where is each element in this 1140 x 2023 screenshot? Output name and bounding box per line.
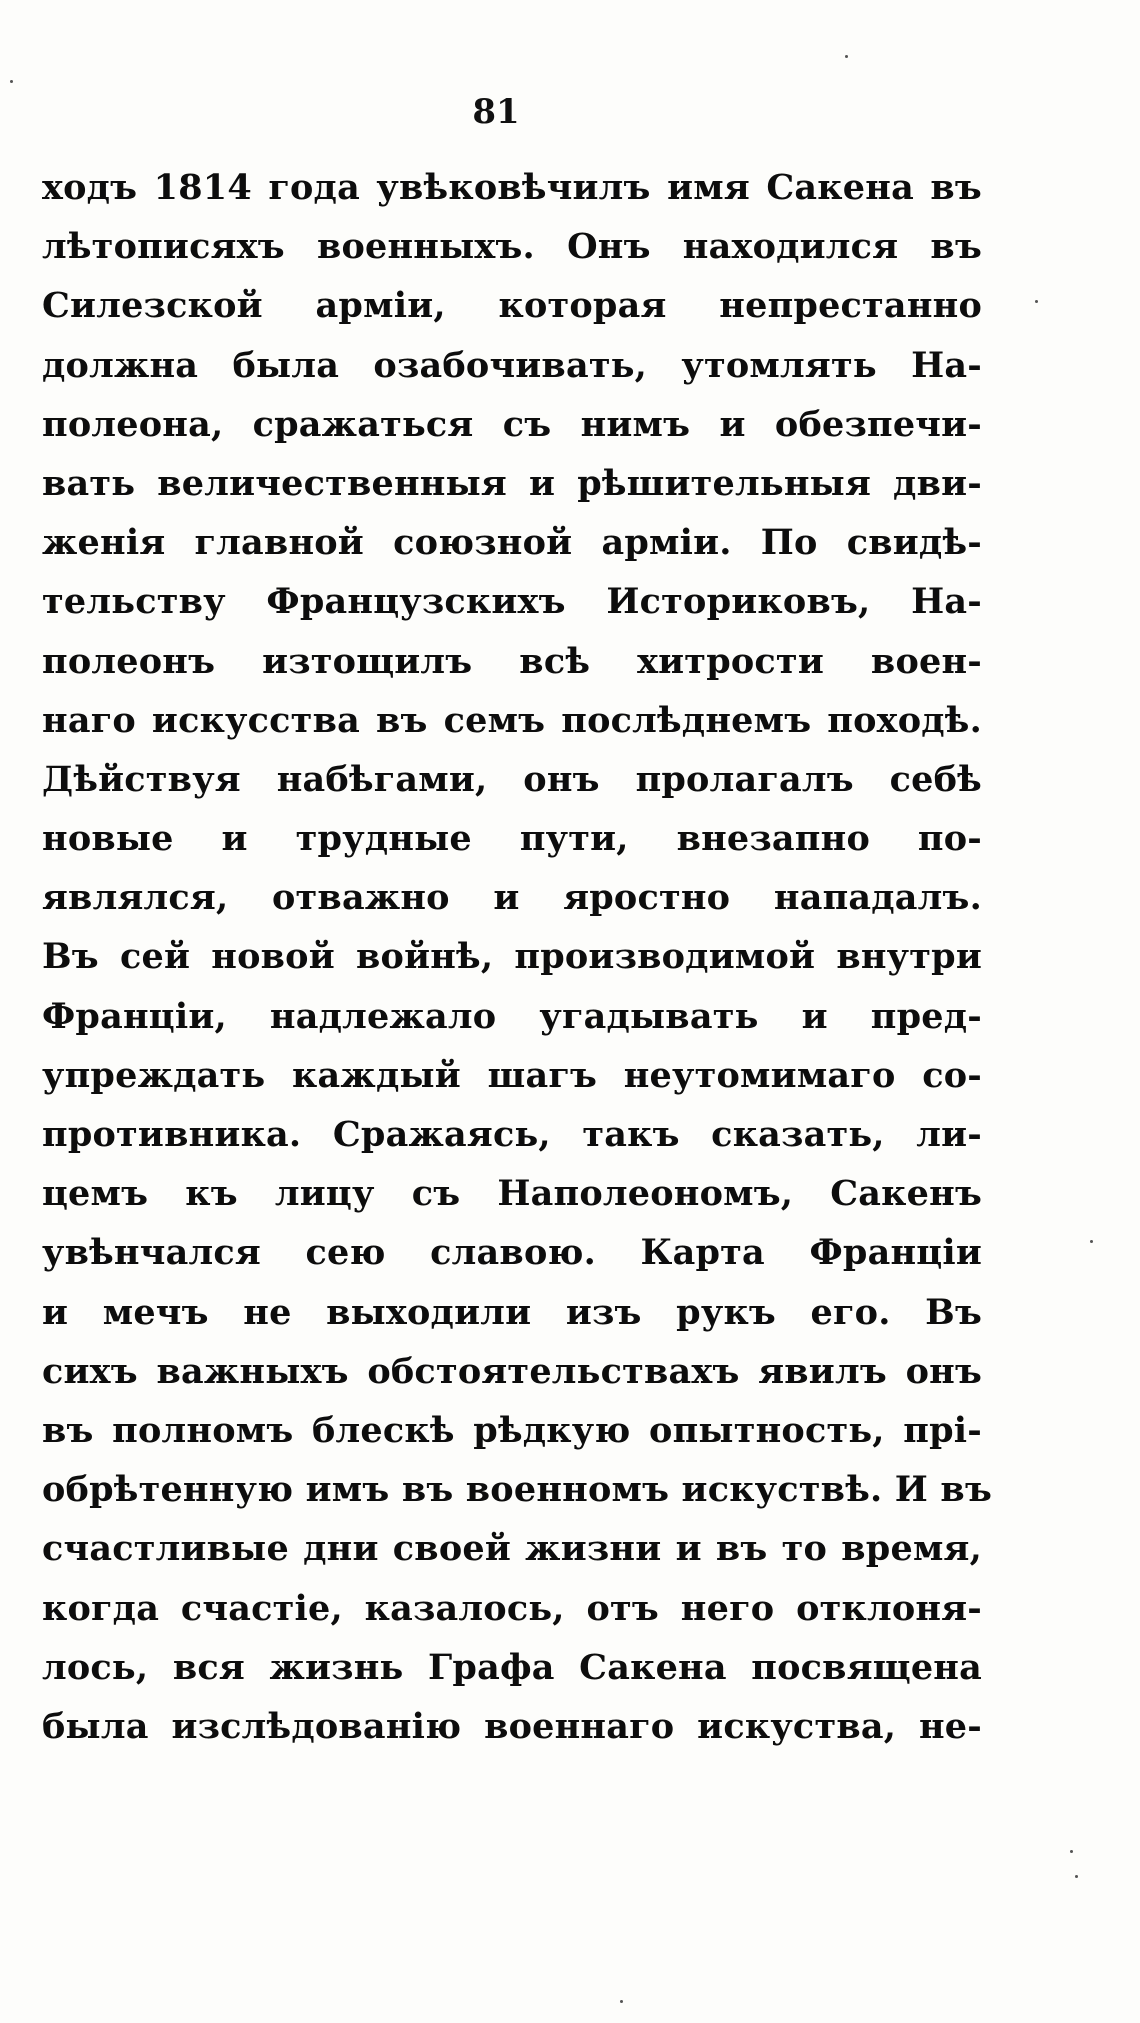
text-line: женія главной союзной арміи. По свидѣ- xyxy=(42,522,982,564)
text-line: сихъ важныхъ обстоятельствахъ явилъ онъ xyxy=(42,1350,982,1392)
scan-speck xyxy=(1075,1875,1078,1878)
scan-speck xyxy=(1035,300,1038,303)
text-line: полеона, сражаться съ нимъ и обезпечи- xyxy=(42,403,982,445)
text-line: счастливые дни своей жизни и въ то время, xyxy=(42,1528,982,1570)
text-line: полеонъ изтощилъ всѣ хитрости воен- xyxy=(42,640,982,682)
text-line: когда счастіе, казалось, отъ него отклоня- xyxy=(42,1587,982,1629)
text-line: новые и трудные пути, внезапно по- xyxy=(42,818,982,860)
text-line: увѣнчался сею славою. Карта Франціи xyxy=(42,1232,982,1274)
text-line: ходъ 1814 года увѣковѣчилъ имя Сакена въ xyxy=(42,167,982,208)
text-line: цемъ къ лицу съ Наполеономъ, Сакенъ xyxy=(42,1173,982,1215)
text-line: должна была озабочивать, утомлять На- xyxy=(42,344,982,386)
text-line: лось, вся жизнь Графа Сакена посвящена xyxy=(42,1646,982,1688)
scan-speck xyxy=(1070,1850,1073,1853)
text-line: Дѣйствуя набѣгами, онъ пролагалъ себѣ xyxy=(42,758,982,800)
text-line: противника. Сражаясь, такъ сказать, ли- xyxy=(42,1114,982,1155)
text-line: и мечъ не выходили изъ рукъ его. Въ xyxy=(42,1291,982,1333)
text-line: лѣтописяхъ военныхъ. Онъ находился въ xyxy=(42,226,982,268)
scan-speck xyxy=(845,55,848,58)
text-line: была изслѣдованію военнаго искуства, не- xyxy=(42,1705,982,1747)
text-line: упреждать каждый шагъ неутомимаго со- xyxy=(42,1054,982,1096)
text-line: являлся, отважно и яростно нападалъ. xyxy=(42,877,982,919)
text-line: Франціи, надлежало угадывать и пред- xyxy=(42,995,982,1037)
scan-speck xyxy=(620,2000,623,2003)
text-line: Силезской арміи, которая непрестанно xyxy=(42,285,982,327)
text-line: наго искусства въ семъ послѣднемъ походѣ. xyxy=(42,699,982,741)
text-line: въ полномъ блескѣ рѣдкую опытность, прі- xyxy=(42,1409,982,1451)
text-line: вать величественныя и рѣшительныя дви- xyxy=(42,462,982,504)
page-number: 81 xyxy=(472,92,520,132)
text-line: обрѣтенную имъ въ военномъ искуствѣ. И въ xyxy=(42,1469,993,1511)
text-body xyxy=(42,158,993,1756)
scan-speck xyxy=(10,80,13,83)
text-line: Въ сей новой войнѣ, производимой внутри xyxy=(42,936,982,978)
scan-speck xyxy=(1090,1240,1093,1243)
text-line: тельству Французскихъ Историковъ, На- xyxy=(42,581,982,623)
